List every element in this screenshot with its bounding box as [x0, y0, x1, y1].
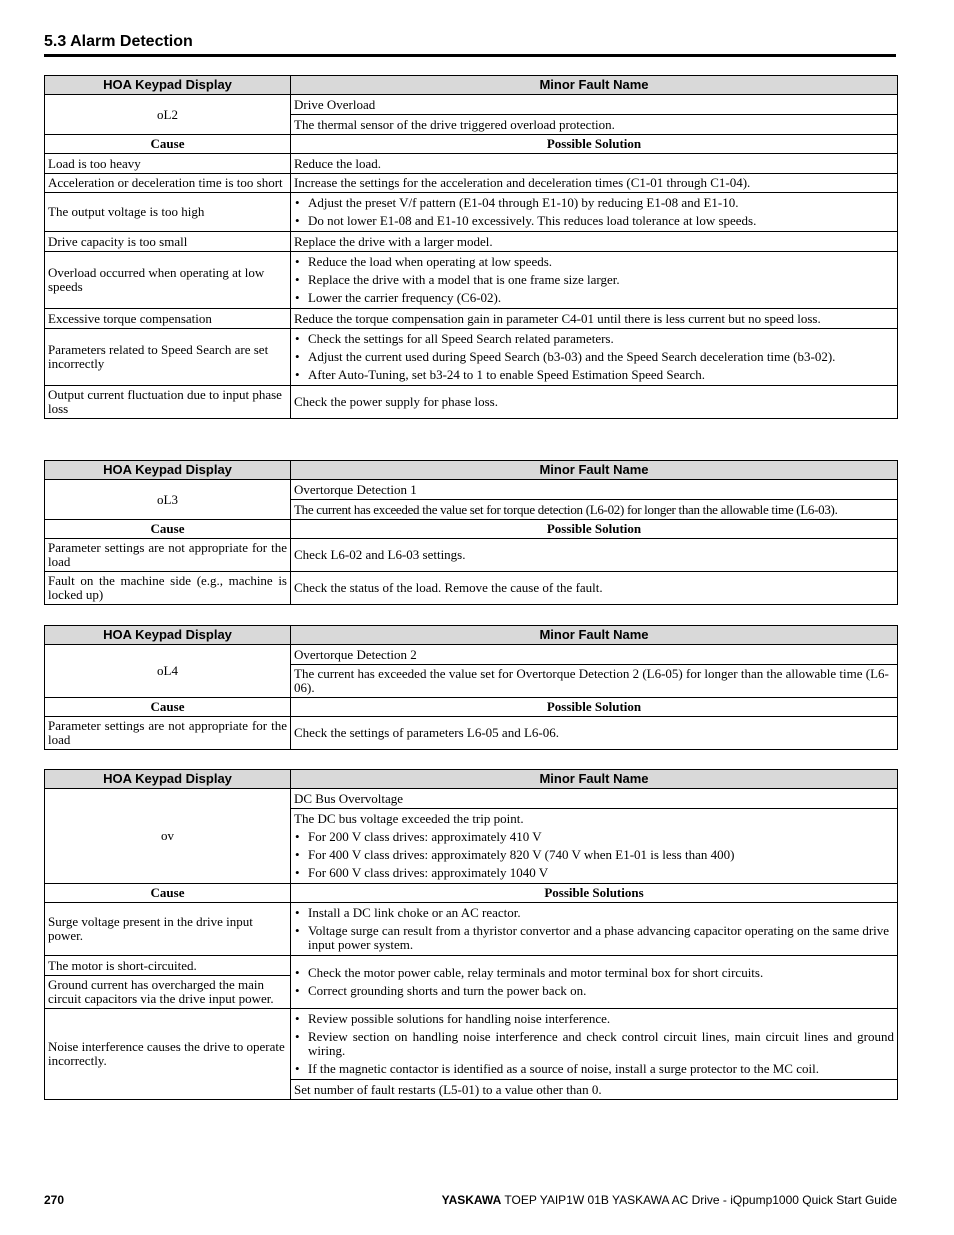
col-header-display: HOA Keypad Display — [45, 461, 291, 480]
cause-cell: Surge voltage present in the drive input power. — [45, 903, 291, 956]
cause-cell: The motor is short-circuited. — [45, 956, 291, 976]
table-row — [45, 956, 898, 976]
fault-name: DC Bus Overvoltage — [291, 789, 898, 809]
bullet-item: • Adjust the preset V/f pattern (E1-04 through E1-10) by reducing E1-08 and E1-10. — [294, 196, 894, 210]
solution-cell: Check the settings of parameters L6-05 and L6-06. — [291, 717, 898, 750]
solution-cell: Reduce the torque compensation gain in parameter C4-01 until there is less current but no speed loss. — [291, 309, 898, 329]
bullet-item: • Replace the drive with a model that is one frame size larger. — [294, 273, 894, 287]
table-row — [45, 717, 898, 750]
cause-header: Cause — [45, 698, 291, 717]
section-title: 5.3 Alarm Detection — [44, 33, 896, 57]
solution-header: Possible Solution — [291, 135, 898, 154]
footer-brand: YASKAWA — [441, 1193, 502, 1207]
table-row — [45, 252, 898, 309]
bullet-item: • Review section on handling noise interference and check control circuit lines, main circuit lines and ground wiring. — [294, 1030, 894, 1058]
cause-cell: Overload occurred when operating at low speeds — [45, 252, 291, 309]
fault-description: The current has exceeded the value set for Overtorque Detection 2 (L6-05) for longer than the allowable time (L6-06). — [291, 665, 898, 698]
cause-header: Cause — [45, 520, 291, 539]
solution-cell: Reduce the load. — [291, 154, 898, 174]
fault-table-ol2 — [44, 75, 898, 419]
bullet-item: • Review possible solutions for handling noise interference. — [294, 1012, 894, 1026]
fault-code: ov — [45, 789, 291, 884]
cause-header: Cause — [45, 135, 291, 154]
bullet-item: • Correct grounding shorts and turn the power back on. — [294, 984, 894, 998]
fault-description — [291, 809, 898, 884]
fault-table-ov — [44, 769, 898, 1100]
bullet-item: • If the magnetic contactor is identified as a source of noise, install a surge protector to the MC coil. — [294, 1062, 894, 1076]
bullet-item: • For 600 V class drives: approximately 1040 V — [294, 866, 894, 880]
fault-description: The thermal sensor of the drive triggered overload protection. — [291, 115, 898, 135]
cause-cell: Noise interference causes the drive to operate incorrectly. — [45, 1009, 291, 1100]
table-row — [45, 174, 898, 193]
bullet-item: • After Auto-Tuning, set b3-24 to 1 to enable Speed Estimation Speed Search. — [294, 368, 894, 382]
table-row — [45, 329, 898, 386]
solution-cell: Check the status of the load. Remove the cause of the fault. — [291, 572, 898, 605]
bullet-item: • Voltage surge can result from a thyristor convertor and a phase advancing capacitor operating on the same drive input power system. — [294, 924, 894, 952]
col-header-display: HOA Keypad Display — [45, 76, 291, 95]
table-row — [45, 386, 898, 419]
table-row — [45, 1009, 898, 1080]
bullet-item: • Lower the carrier frequency (C6-02). — [294, 291, 894, 305]
solution-cell: Increase the settings for the acceleration and deceleration times (C1-01 through C1-04). — [291, 174, 898, 193]
cause-cell: Acceleration or deceleration time is too short — [45, 174, 291, 193]
solution-cell — [291, 956, 898, 1009]
cause-cell: Excessive torque compensation — [45, 309, 291, 329]
page-number: 270 — [44, 1193, 65, 1207]
fault-code: oL2 — [45, 95, 291, 135]
fault-name: Overtorque Detection 2 — [291, 645, 898, 665]
table-row — [45, 232, 898, 252]
solution-cell — [291, 193, 898, 232]
bullet-item: • Reduce the load when operating at low speeds. — [294, 255, 894, 269]
bullet-item: • Check the motor power cable, relay terminals and motor terminal box for short circuits. — [294, 966, 894, 980]
col-header-name: Minor Fault Name — [291, 770, 898, 789]
bullet-item: • Install a DC link choke or an AC reactor. — [294, 906, 894, 920]
table-row — [45, 154, 898, 174]
fault-description-text: The DC bus voltage exceeded the trip point. — [294, 811, 524, 826]
col-header-name: Minor Fault Name — [291, 461, 898, 480]
table-row — [45, 903, 898, 956]
fault-description: The current has exceeded the value set for torque detection (L6-02) for longer than the allowable time (L6-03). — [291, 500, 898, 520]
bullet-item: • Adjust the current used during Speed Search (b3-03) and the Speed Search deceleration time (b3-02). — [294, 350, 894, 364]
col-header-display: HOA Keypad Display — [45, 626, 291, 645]
cause-cell: Output current fluctuation due to input phase loss — [45, 386, 291, 419]
bullet-item: • For 400 V class drives: approximately 820 V (740 V when E1-01 is less than 400) — [294, 848, 894, 862]
table-row — [45, 572, 898, 605]
solution-cell — [291, 252, 898, 309]
cause-header: Cause — [45, 884, 291, 903]
col-header-name: Minor Fault Name — [291, 76, 898, 95]
solution-cell — [291, 329, 898, 386]
col-header-display: HOA Keypad Display — [45, 770, 291, 789]
cause-cell: Parameter settings are not appropriate for the load — [45, 539, 291, 572]
fault-table-ol3 — [44, 460, 898, 605]
cause-cell: Load is too heavy — [45, 154, 291, 174]
bullet-item: • Check the settings for all Speed Search related parameters. — [294, 332, 894, 346]
footer-guide — [442, 1193, 897, 1207]
cause-cell: Parameters related to Speed Search are set incorrectly — [45, 329, 291, 386]
footer-guide-title: TOEP YAIP1W 01B YASKAWA AC Drive - iQpump1000 Quick Start Guide — [504, 1193, 897, 1207]
solution-header: Possible Solution — [291, 698, 898, 717]
solution-cell: Replace the drive with a larger model. — [291, 232, 898, 252]
cause-cell: The output voltage is too high — [45, 193, 291, 232]
bullet-item: • Do not lower E1-08 and E1-10 excessively. This reduces load tolerance at low speeds. — [294, 214, 894, 228]
table-row — [45, 539, 898, 572]
cause-cell: Fault on the machine side (e.g., machine is locked up) — [45, 572, 291, 605]
solution-cell — [291, 903, 898, 956]
solution-cell — [291, 1009, 898, 1080]
solution-header: Possible Solution — [291, 520, 898, 539]
fault-code: oL3 — [45, 480, 291, 520]
cause-cell: Ground current has overcharged the main circuit capacitors via the drive input power. — [45, 976, 291, 1009]
solution-cell: Check the power supply for phase loss. — [291, 386, 898, 419]
table-row — [45, 193, 898, 232]
bullet-item: • For 200 V class drives: approximately 410 V — [294, 830, 894, 844]
fault-name: Drive Overload — [291, 95, 898, 115]
col-header-name: Minor Fault Name — [291, 626, 898, 645]
fault-name: Overtorque Detection 1 — [291, 480, 898, 500]
cause-cell: Parameter settings are not appropriate for the load — [45, 717, 291, 750]
solution-cell: Set number of fault restarts (L5-01) to a value other than 0. — [291, 1080, 898, 1100]
fault-code: oL4 — [45, 645, 291, 698]
solution-cell: Check L6-02 and L6-03 settings. — [291, 539, 898, 572]
cause-cell: Drive capacity is too small — [45, 232, 291, 252]
table-row — [45, 309, 898, 329]
fault-table-ol4 — [44, 625, 898, 750]
solution-header: Possible Solutions — [291, 884, 898, 903]
